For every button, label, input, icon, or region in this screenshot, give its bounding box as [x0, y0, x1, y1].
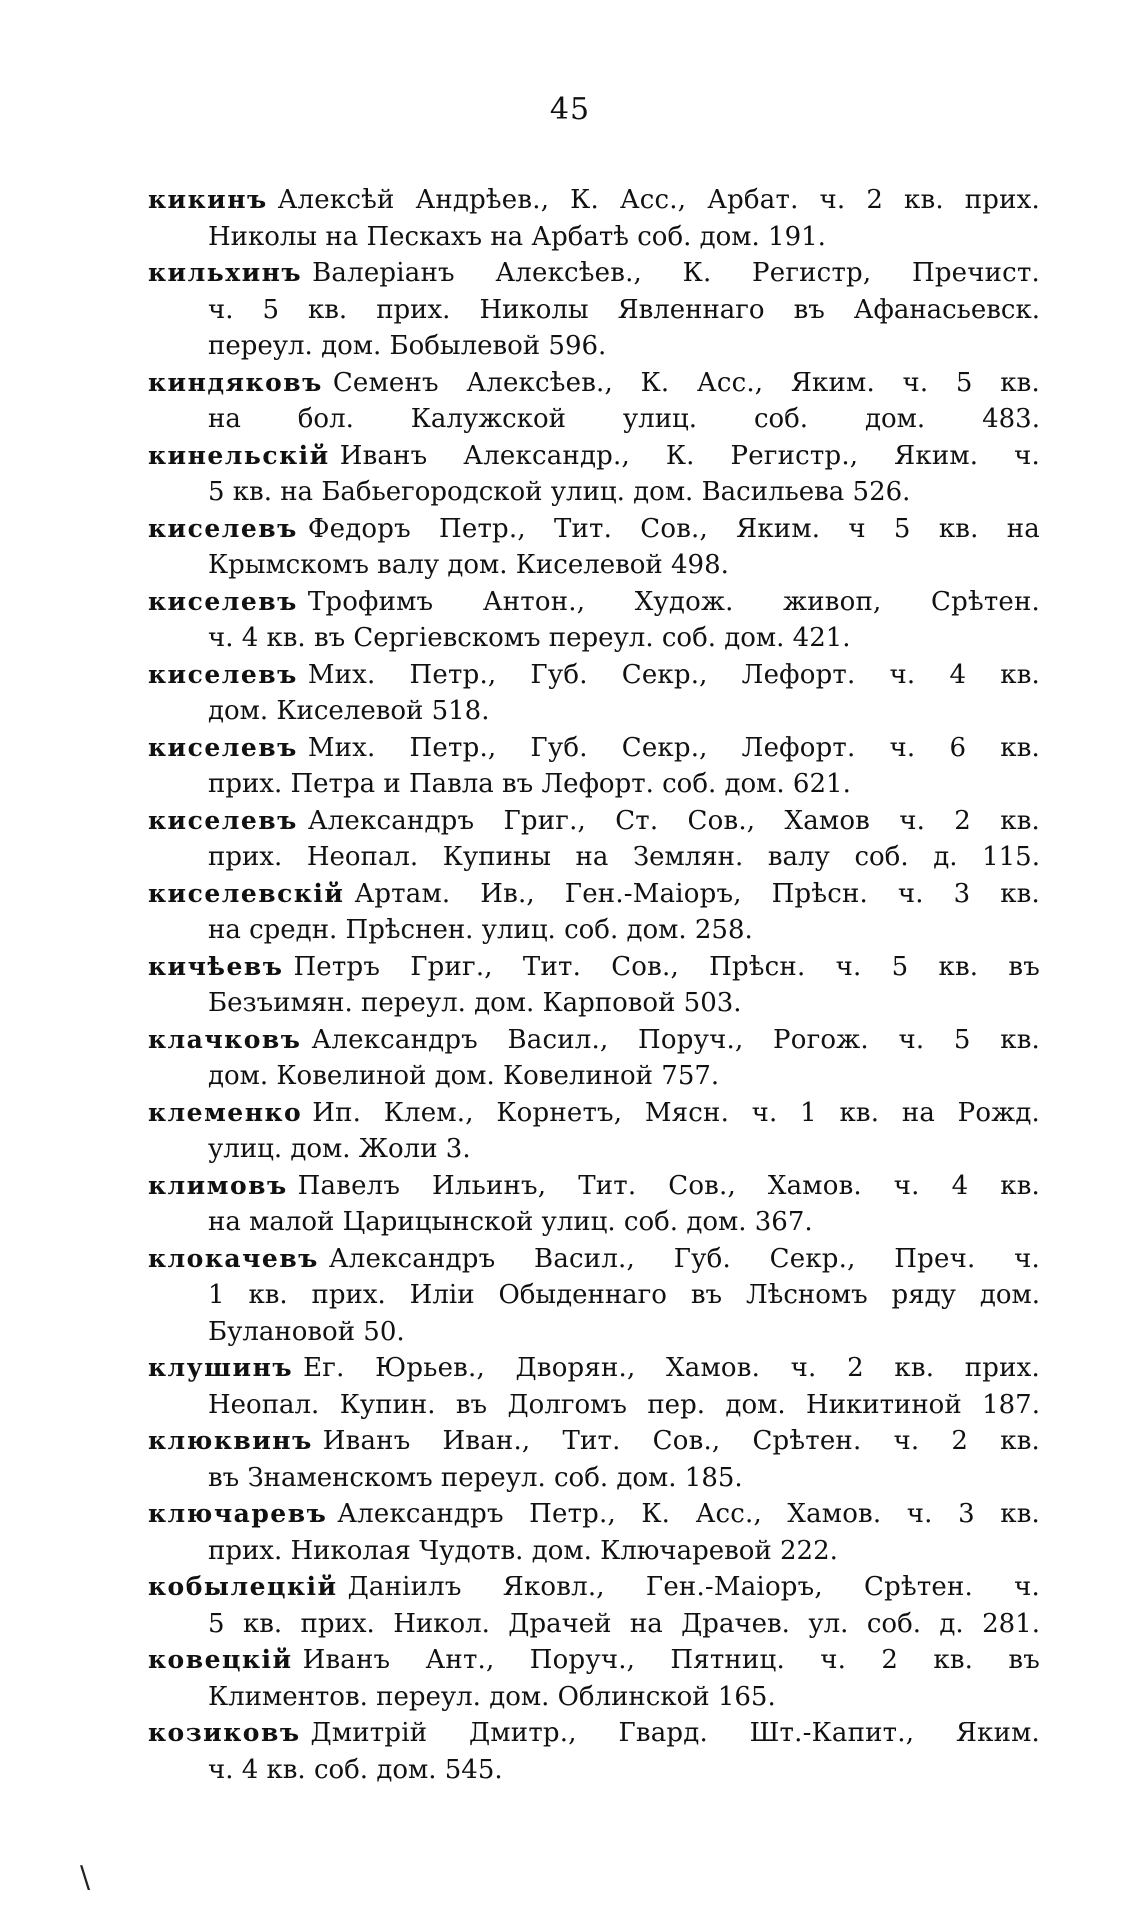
directory-entry	[148, 1350, 1040, 1423]
entry-details: Валеріанъ Алексѣев., К. Регистр, Пречист.	[312, 258, 1040, 288]
directory-entry	[148, 1642, 1040, 1715]
directory-entry	[148, 511, 1040, 584]
entry-surname: козиковъ	[148, 1718, 301, 1747]
directory-entry	[148, 657, 1040, 730]
entry-first-line	[148, 365, 1040, 402]
directory-entry	[148, 584, 1040, 657]
margin-mark: \	[80, 1860, 91, 1895]
entry-first-line	[148, 1095, 1040, 1132]
entry-continuation-line: на средн. Прѣснен. улиц. соб. дом. 258.	[208, 915, 753, 945]
entry-continuation-line: улиц. дом. Жоли 3.	[208, 1134, 471, 1164]
entry-continuation-line: прих. Петра и Павла въ Лефорт. соб. дом. 621.	[208, 769, 851, 799]
entry-details: Семенъ Алексѣев., К. Асс., Яким. ч. 5 кв.	[332, 367, 1040, 398]
entry-details: Мих. Петр., Губ. Секр., Лефорт. ч. 6 кв.	[307, 732, 1040, 763]
directory-entry	[148, 876, 1040, 949]
entry-first-line	[148, 730, 1040, 767]
entry-continuation-line: ч. 5 кв. прих. Николы Явленнаго въ Афанасьевск.	[208, 294, 1040, 325]
entry-continuation-line: Николы на Пескахъ на Арбатѣ соб. дом. 191.	[208, 221, 826, 252]
entry-first-line	[148, 1241, 1040, 1278]
entry-continuation-line: переул. дом. Бобылевой 596.	[208, 331, 607, 361]
entry-details: Артам. Ив., Ген.-Маіоръ, Прѣсн. ч. 3 кв.	[354, 878, 1040, 909]
entry-continuation-line: Климентов. переул. дом. Облинской 165.	[208, 1681, 776, 1712]
entry-continuation-line: на малой Царицынской улиц. соб. дом. 367.	[208, 1207, 813, 1237]
entry-surname: киселевъ	[148, 732, 298, 762]
entry-surname: клюквинъ	[148, 1426, 313, 1455]
entry-continuation-line: на бол. Калужской улиц. соб. дом. 483.	[208, 404, 1040, 434]
directory-entry	[148, 949, 1040, 1022]
entry-details: Трофимъ Антон., Худож. живоп, Срѣтен.	[307, 586, 1040, 617]
entry-surname: киселевъ	[148, 659, 298, 689]
directory-entry	[148, 1022, 1040, 1095]
entry-details: Петръ Григ., Тит. Сов., Прѣсн. ч. 5 кв. въ	[293, 951, 1040, 982]
directory-entry	[148, 365, 1040, 438]
entry-surname: клеменко	[148, 1097, 303, 1127]
entry-first-line	[148, 1423, 1040, 1460]
entry-surname: кильхинъ	[148, 258, 303, 287]
entry-details: Дмитрій Дмитр., Гвард. Шт.-Капит., Яким.	[310, 1718, 1040, 1748]
directory-entry	[148, 1241, 1040, 1351]
entry-surname: кобылецкій	[148, 1572, 338, 1601]
entry-surname: киселевскій	[148, 878, 345, 908]
entry-details: Александръ Васил., Поруч., Рогож. ч. 5 кв.	[311, 1024, 1040, 1055]
directory-entries	[148, 182, 1040, 1788]
entry-surname: клокачевъ	[148, 1243, 319, 1273]
entry-surname: киселевъ	[148, 805, 298, 835]
directory-entry	[148, 255, 1040, 365]
entry-surname: клачковъ	[148, 1024, 302, 1054]
entry-details: Иванъ Александр., К. Регистр., Яким. ч.	[339, 440, 1040, 471]
entry-continuation-line: Неопал. Купин. въ Долгомъ пер. дом. Никитиной 187.	[208, 1389, 1040, 1420]
page-number: 45	[549, 92, 591, 127]
entry-first-line	[148, 1022, 1040, 1059]
entry-first-line	[148, 182, 1040, 219]
entry-details: Александръ Григ., Ст. Сов., Хамов ч. 2 кв.	[307, 805, 1040, 836]
entry-surname: ключаревъ	[148, 1499, 328, 1528]
entry-details: Федоръ Петр., Тит. Сов., Яким. ч 5 кв. на	[307, 513, 1040, 544]
entry-details: Мих. Петр., Губ. Секр., Лефорт. ч. 4 кв.	[307, 659, 1040, 690]
entry-first-line	[148, 584, 1040, 621]
directory-entry	[148, 1569, 1040, 1642]
entry-continuation-line: въ Знаменскомъ переул. соб. дом. 185.	[208, 1462, 743, 1493]
entry-first-line	[148, 255, 1040, 292]
entry-continuation-line: дом. Ковелиной дом. Ковелиной 757.	[208, 1061, 720, 1091]
entry-details: Иванъ Ант., Поруч., Пятниц. ч. 2 кв. въ	[302, 1645, 1040, 1675]
entry-details: Ип. Клем., Корнетъ, Мясн. ч. 1 кв. на Рожд.	[312, 1097, 1040, 1128]
entry-first-line	[148, 1642, 1040, 1679]
entry-continuation-line: Крымскомъ валу дом. Киселевой 498.	[208, 550, 729, 580]
entry-continuation-line: дом. Киселевой 518.	[208, 696, 490, 726]
entry-continuation-line: Безъимян. переул. дом. Карповой 503.	[208, 988, 742, 1018]
entry-first-line	[148, 657, 1040, 694]
directory-entry	[148, 730, 1040, 803]
entry-continuation-line: 5 кв. прих. Никол. Драчей на Драчев. ул. соб. д. 281.	[208, 1608, 1040, 1639]
entry-first-line	[148, 1569, 1040, 1606]
entry-details: Александръ Васил., Губ. Секр., Преч. ч.	[328, 1243, 1040, 1274]
entry-details: Иванъ Иван., Тит. Сов., Срѣтен. ч. 2 кв.	[322, 1426, 1040, 1456]
entry-details: Даніилъ Яковл., Ген.-Маіоръ, Срѣтен. ч.	[347, 1572, 1040, 1602]
entry-surname: клушинъ	[148, 1353, 294, 1382]
directory-entry	[148, 1715, 1040, 1788]
entry-continuation-line: 1 кв. прих. Иліи Обыденнаго въ Лѣсномъ ряду дом.	[208, 1280, 1040, 1310]
directory-entry	[148, 1095, 1040, 1168]
entry-first-line	[148, 949, 1040, 986]
directory-entry	[148, 182, 1040, 255]
entry-continuation-line: ч. 4 кв. соб. дом. 545.	[208, 1754, 503, 1785]
directory-entry	[148, 1496, 1040, 1569]
entry-continuation-line: Булановой 50.	[208, 1316, 405, 1347]
entry-surname: климовъ	[148, 1170, 288, 1200]
entry-surname: кинельскій	[148, 440, 330, 470]
entry-first-line	[148, 1350, 1040, 1387]
entry-continuation-line: прих. Николая Чудотв. дом. Ключаревой 222.	[208, 1535, 838, 1566]
entry-details: Павелъ Ильинъ, Тит. Сов., Хамов. ч. 4 кв.	[297, 1170, 1040, 1201]
entry-surname: кичѣевъ	[148, 951, 284, 981]
entry-details: Александръ Петр., К. Асс., Хамов. ч. 3 кв.	[337, 1499, 1040, 1529]
entry-surname: киндяковъ	[148, 367, 323, 397]
entry-surname: кикинъ	[148, 185, 268, 214]
entry-first-line	[148, 1496, 1040, 1533]
entry-first-line	[148, 1168, 1040, 1205]
entry-first-line	[148, 511, 1040, 548]
entry-continuation-line: прих. Неопал. Купины на Землян. валу соб. д. 115.	[208, 842, 1040, 872]
entry-first-line	[148, 876, 1040, 913]
entry-continuation-line: 5 кв. на Бабьегородской улиц. дом. Васильева 526.	[208, 477, 911, 507]
entry-details: Алексѣй Андрѣев., К. Асс., Арбат. ч. 2 кв. прих.	[277, 185, 1040, 215]
directory-entry	[148, 1423, 1040, 1496]
directory-entry	[148, 438, 1040, 511]
entry-surname: киселевъ	[148, 513, 298, 543]
entry-first-line	[148, 438, 1040, 475]
entry-first-line	[148, 1715, 1040, 1752]
entry-surname: ковецкій	[148, 1645, 293, 1674]
entry-details: Ег. Юрьев., Дворян., Хамов. ч. 2 кв. прих.	[303, 1353, 1040, 1383]
entry-surname: киселевъ	[148, 586, 298, 616]
directory-entry	[148, 803, 1040, 876]
entry-continuation-line: ч. 4 кв. въ Сергіевскомъ переул. соб. дом. 421.	[208, 623, 851, 653]
directory-entry	[148, 1168, 1040, 1241]
entry-first-line	[148, 803, 1040, 840]
